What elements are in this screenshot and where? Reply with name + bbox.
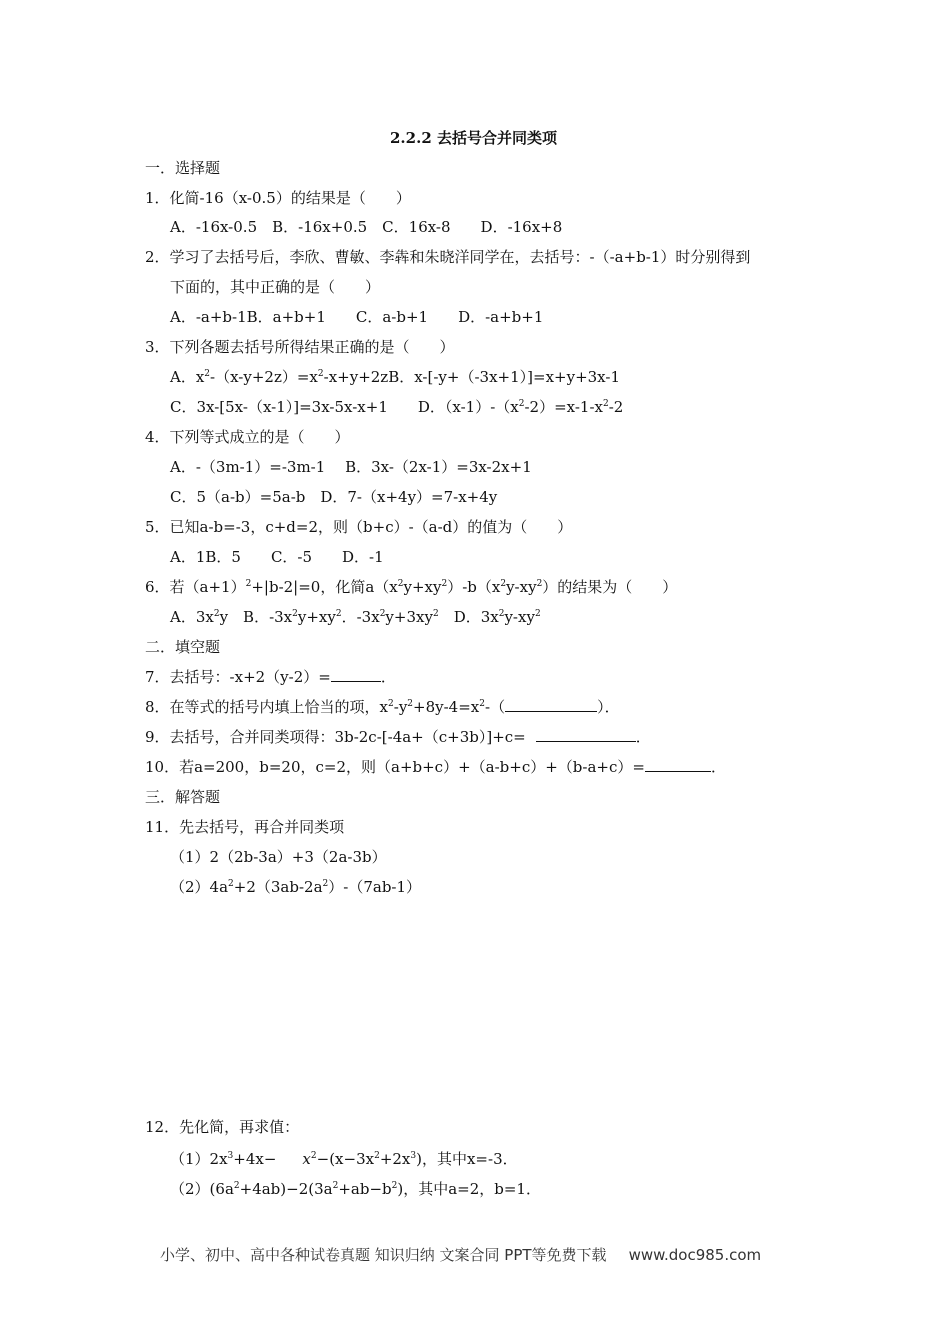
question-2-stem-line1: 2．学习了去括号后，李欣、曹敏、李犇和朱晓洋同学在，去括号：-（-a+b-1）时分别得到 <box>145 248 751 266</box>
question-12-part-1: $(1)2x^3+4x- x^2-(x-3x^2+2x^3)$，其中x=-3． <box>170 1150 518 1168</box>
question-11-stem: 11．先去括号，再合并同类项 <box>145 818 345 836</box>
answer-blank-9[interactable] <box>536 727 636 742</box>
question-12-stem: 12．先化简，再求值： <box>145 1118 300 1136</box>
page-title: 2.2.2 去括号合并同类项 <box>390 129 557 147</box>
question-4-stem: 4．下列等式成立的是（ ） <box>145 428 350 446</box>
question-8: 8．在等式的括号内填上恰当的项，$x^2-y^2+8y-4=x^2-$（ ）． <box>145 698 620 716</box>
footer-url[interactable]: www.doc985.com <box>628 1246 762 1264</box>
question-11-part-2: $(2)4a^2+2(3ab-2a^2)-(7ab-1)$ <box>170 878 422 896</box>
section-heading-fill: 二．填空题 <box>145 638 221 656</box>
question-4-options-ab: A．-（3m-1）=-3m-1 B．3x-（2x-1）=3x-2x+1 <box>170 458 532 476</box>
answer-blank-10[interactable] <box>645 757 711 772</box>
question-6-stem: 6．若$(a+1)^2+|b-2|=0$，化简$a(x^2y+xy^2)-b(x^2y-xy^2)$的结果为（ ） <box>145 578 678 596</box>
question-6-options: A．$3x^2y$ B．$-3x^2y+xy^2$．$-3x^2y+3xy^2$ D．$3x^2y-xy^2$ <box>170 608 541 626</box>
question-3-options-ab: A．$x^2-(x-y+2z)=x^2-x+y+2zB$．x-[-y+（-3x+1）]=x+y+3x-1 <box>170 368 620 386</box>
question-4-options-cd: C．5（a-b）=5a-b D．7-（x+4y）=7-x+4y <box>170 488 498 506</box>
footer-text: 小学、初中、高中各种试卷真题 知识归纳 文案合同 PPT等免费下载 <box>160 1246 607 1264</box>
answer-blank-7[interactable] <box>331 667 381 682</box>
question-11-part-1: （1）2（2b-3a）+3（2a-3b） <box>170 848 387 866</box>
question-9: 9．去括号，合并同类项得：3b-2c-[-4a+（c+3b）]+c= ． <box>145 728 651 746</box>
question-10: 10．若a=200，b=20，c=2，则（a+b+c）+（a-b+c）+（b-a+c）= ． <box>145 758 726 776</box>
answer-blank-8[interactable] <box>505 697 597 712</box>
question-1-options: A．-16x-0.5 B．-16x+0.5 C．16x-8 D．-16x+8 <box>170 218 563 236</box>
question-5-options: A．1B．5 C．-5 D．-1 <box>170 548 384 566</box>
question-3-stem: 3．下列各题去括号所得结果正确的是（ ） <box>145 338 455 356</box>
question-12-part-2: $(2)(6a^2+4ab)-2(3a^2+ab-b^2)$，其中a=2，b=1． <box>170 1180 541 1198</box>
question-1-stem: 1．化简-16（x-0.5）的结果是（ ） <box>145 189 411 207</box>
section-heading-answer: 三．解答题 <box>145 788 221 806</box>
question-5-stem: 5．已知a-b=-3，c+d=2，则（b+c）-（a-d）的值为（ ） <box>145 518 573 536</box>
question-7: 7．去括号：-x+2（y-2）= ． <box>145 668 396 686</box>
question-2-stem-line2: 下面的，其中正确的是（ ） <box>170 278 381 296</box>
page-footer <box>160 1244 761 1265</box>
section-heading-choice: 一．选择题 <box>145 159 221 177</box>
question-3-options-cd: C．3x-[5x-（x-1）]=3x-5x-x+1 D．$(x-1)-(x^2-2)=x-1-x^2-2$ <box>170 398 624 416</box>
question-2-options: A．-a+b-1B．a+b+1 C．a-b+1 D．-a+b+1 <box>170 308 544 326</box>
